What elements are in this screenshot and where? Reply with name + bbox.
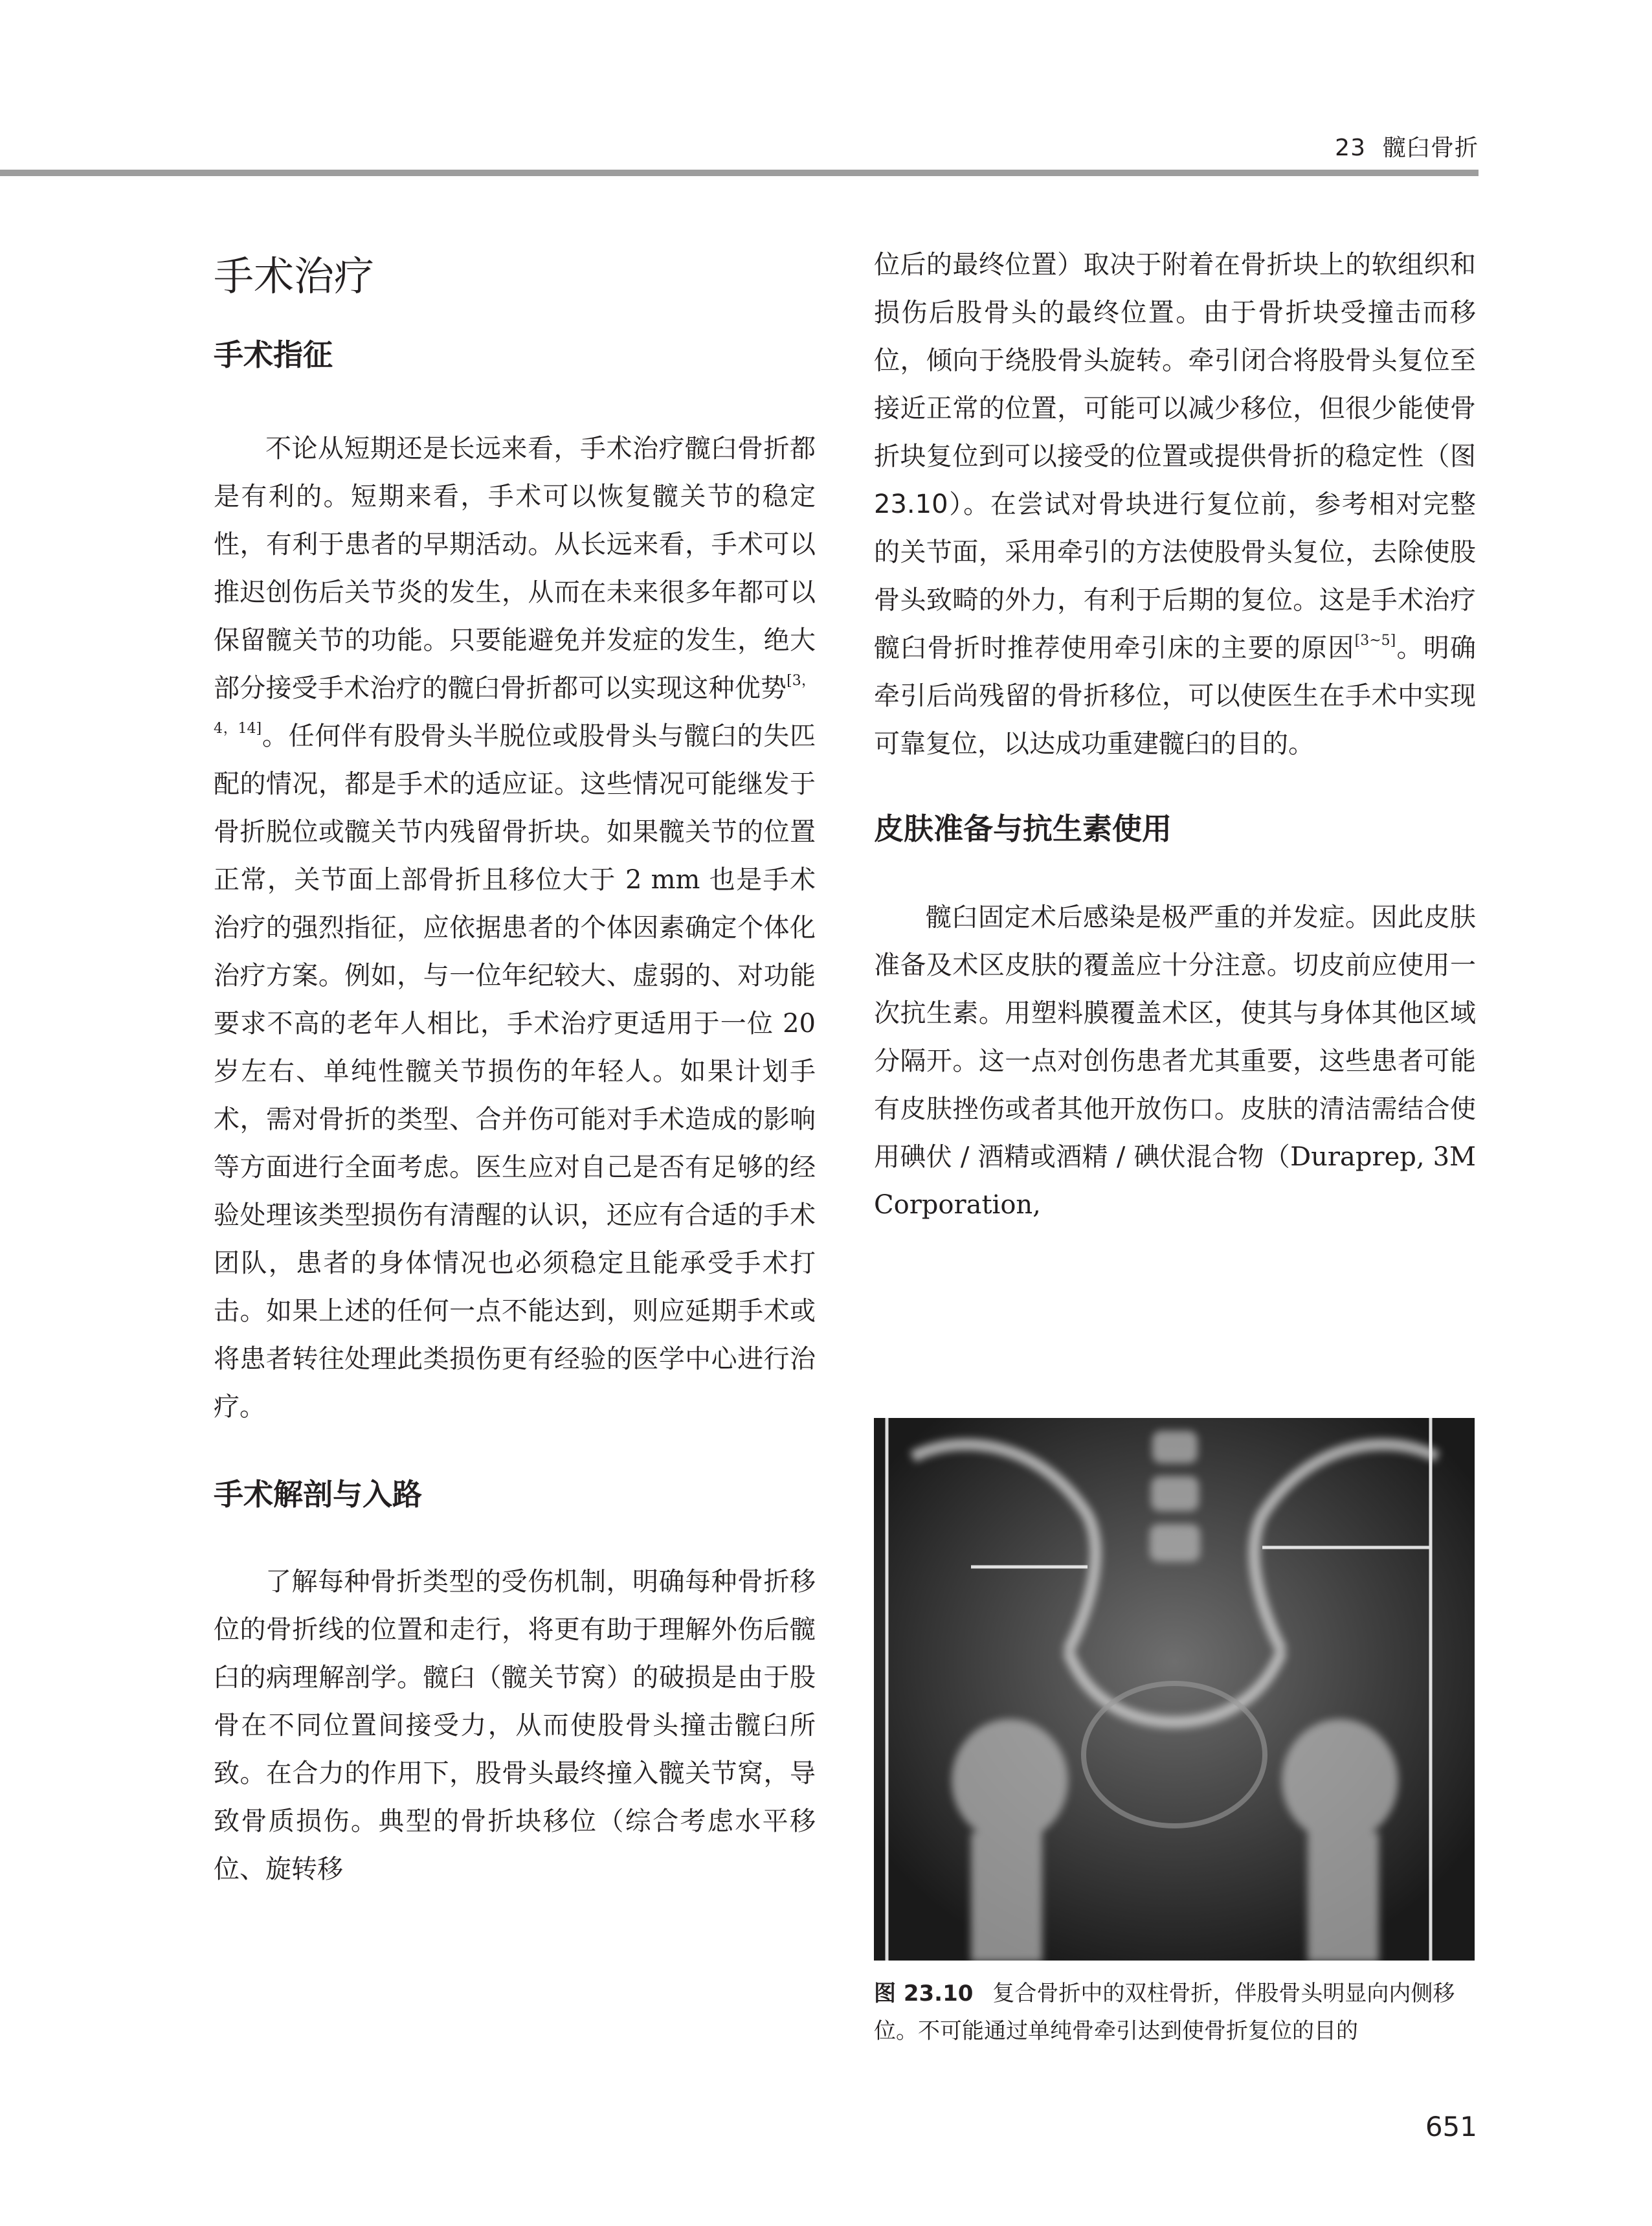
right-column <box>874 241 1476 1229</box>
figure-caption <box>874 1975 1476 2050</box>
pelvis-xray-image <box>874 1418 1475 1961</box>
paragraph-indications: 不论从短期还是长远来看，手术治疗髋臼骨折都是有利的。短期来看，手术可以恢复髋关节的稳定性，有利于患者的早期活动。从长远来看，手术可以推迟创伤后关节炎的发生，从而在未来很多年都可以保留髋关节的功能。只要能避免并发症的发生，绝大部分接受手术治疗的髋臼骨折都可以实现这种优势[3，4，14]。任何伴有股骨头半脱位或股骨头与髋臼的失匹配的情况，都是手术的适应证。这些情况可能继发于骨折脱位或髋关节内残留骨折块。如果髋关节的位置正常，关节面上部骨折且移位大于 2 mm 也是手术治疗的强烈指征，应依据患者的个体因素确定个体化治疗方案。例如，与一位年纪较大、虚弱的、对功能要求不高的老年人相比，手术治疗更适用于一位 20 岁左右、单纯性髋关节损伤的年轻人。如果计划手术，需对骨折的类型、合并伤可能对手术造成的影响等方面进行全面考虑。医生应对自己是否有足够的经验处理该类型损伤有清醒的认识，还应有合适的手术团队，患者的身体情况也必须稳定且能承受手术打击。如果上述的任何一点不能达到，则应延期手术或将患者转往处理此类损伤更有经验的医学中心进行治疗。 <box>214 434 816 1422</box>
caption-text: 复合骨折中的双柱骨折，伴股骨头明显向内侧移位。不可能通过单纯骨牵引达到使骨折复位的目的 <box>874 1981 1455 2044</box>
citation: [3，4，14] <box>214 673 816 737</box>
header-rule <box>0 170 1479 176</box>
left-column <box>214 241 816 1893</box>
section-title: 手术治疗 <box>214 253 375 300</box>
figure-label: 图 23.10 <box>874 1981 974 2007</box>
paragraph-anatomy-2: 位后的最终位置）取决于附着在骨折块上的软组织和损伤后股骨头的最终位置。由于骨折块受撞击而移位，倾向于绕股骨头旋转。牵引闭合将股骨头复位至接近正常的位置，可能可以减少移位，但很少能使骨折块复位到可以接受的位置或提供骨折的稳定性（图 23.10）。在尝试对骨块进行复位前，参考相对完整的关节面，采用牵引的方法使股骨头复位，去除使股骨头致畸的外力，有利于后期的复位。这是手术治疗髋臼骨折时推荐使用牵引床的主要的原因[3~5]。明确牵引后尚残留的骨折移位，可以使医生在手术中实现可靠复位，以达成功重建髋臼的目的。 <box>874 250 1477 759</box>
chapter-number: 23 <box>1335 135 1366 161</box>
citation: [3~5] <box>1354 633 1396 649</box>
paragraph-skin: 髋臼固定术后感染是极严重的并发症。因此皮肤准备及术区皮肤的覆盖应十分注意。切皮前应使用一次抗生素。用塑料膜覆盖术区，使其与身体其他区域分隔开。这一点对创伤患者尤其重要，这些患者可能有皮肤挫伤或者其他开放伤口。皮肤的清洁需结合使用碘伏 / 酒精或酒精 / 碘伏混合物（Duraprep, 3M Corporation, <box>874 903 1476 1220</box>
page-number: 651 <box>1425 2111 1477 2142</box>
xray-figure <box>874 1418 1475 1961</box>
figure-reference: 图 23.10 <box>874 442 1476 519</box>
paragraph-anatomy-1: 了解每种骨折类型的受伤机制，明确每种骨折移位的骨折线的位置和走行，将更有助于理解外伤后髋臼的病理解剖学。髋臼（髋关节窝）的破损是由于股骨在不同位置间接受力，从而使股骨头撞击髋臼所致。在合力的作用下，股骨头最终撞入髋关节窝，导致骨质损伤。典型的骨折块移位（综合考虑水平移位、旋转移 <box>214 1567 816 1884</box>
running-header <box>1335 129 1479 163</box>
heading-indications: 手术指征 <box>214 337 333 372</box>
chapter-title: 髋臼骨折 <box>1382 135 1479 161</box>
heading-skin: 皮肤准备与抗生素使用 <box>874 811 1172 846</box>
heading-anatomy: 手术解剖与入路 <box>214 1477 422 1512</box>
